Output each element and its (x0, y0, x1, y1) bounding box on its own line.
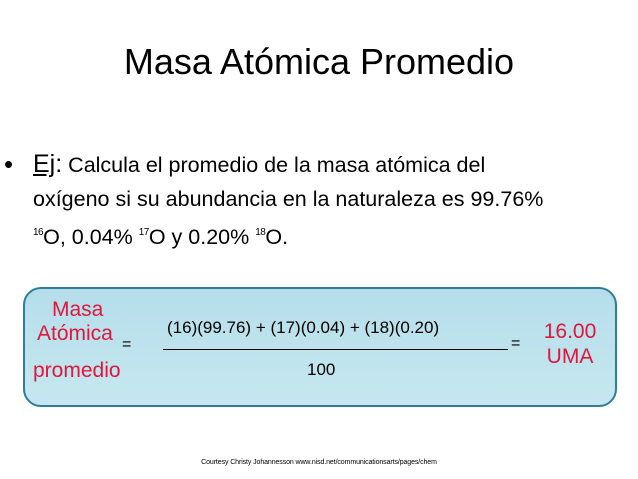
formula-box (23, 287, 617, 407)
lhs-promedio: promedio (33, 359, 121, 382)
result-unit: UMA (546, 345, 594, 368)
isotope-17-mass: 17 (138, 227, 149, 238)
isotope-16-mass: 16 (33, 227, 44, 238)
isotope-18-text: O. (265, 225, 289, 249)
example-colon: : (55, 150, 63, 178)
bullet-paragraph (33, 147, 633, 254)
equals-sign-left: = (122, 336, 132, 353)
isotope-18-mass: 18 (255, 227, 266, 238)
example-label: Ej (33, 150, 56, 178)
credit-line: Courtesy Christy Johannesson www.nisd.net/communicationsarts/pages/chem (201, 459, 437, 466)
line2-text: oxígeno si su abundancia en la naturaleza es 99.76% (33, 187, 544, 211)
lhs-masa: Masa (52, 298, 104, 321)
result-value: 16.00 (543, 320, 597, 343)
slide-title: Masa Atómica Promedio (123, 41, 515, 82)
bullet-marker: • (4, 149, 14, 179)
equals-sign-right: = (511, 335, 521, 352)
fraction-bar (163, 349, 508, 350)
lhs-atomica: Atómica (37, 322, 113, 345)
isotope-17-text: O y 0.20% (148, 225, 256, 249)
fraction-denominator: 100 (307, 360, 336, 379)
line1-text: Calcula el promedio de la masa atómica del (62, 153, 486, 177)
fraction-numerator: (16)(99.76) + (17)(0.04) + (18)(0.20) (167, 318, 440, 337)
isotope-16-text: O, 0.04% (43, 225, 139, 249)
